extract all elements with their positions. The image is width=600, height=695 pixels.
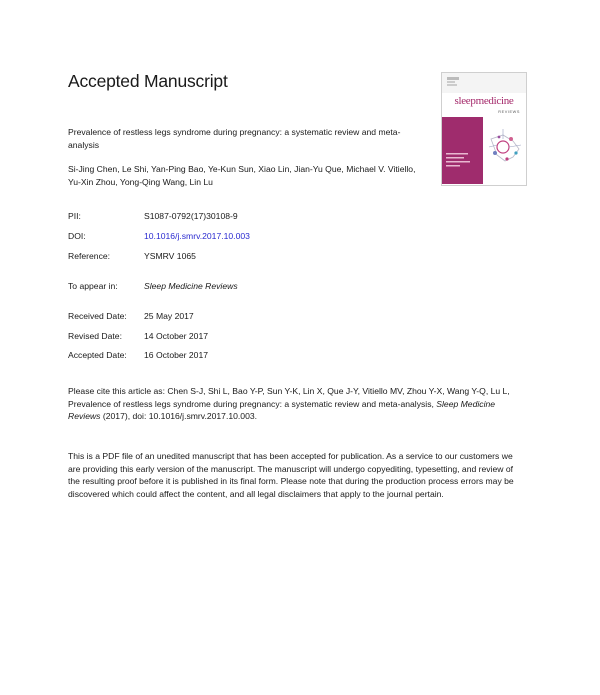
journal-name: Sleep Medicine Reviews <box>144 281 238 291</box>
reference-value: YSMRV 1065 <box>144 251 196 261</box>
citation-paragraph <box>68 385 523 423</box>
cover-illustration-icon <box>483 117 526 184</box>
pii-label: PII: <box>68 211 81 221</box>
doi-label: DOI: <box>68 231 86 241</box>
disclaimer-paragraph: This is a PDF file of an unedited manuscript that has been accepted for publication. As a service to our customers we are providing this early version of the manuscript. The manuscript will undergo copyediting, typesetting, and review of the resulting proof before it is published in its final form. Please note that during the production process errors may be discovered which could affect the content, and all legal disclaimers that apply to the journal pertain. <box>68 451 514 499</box>
revised-date-value: 14 October 2017 <box>144 331 209 341</box>
accepted-date-label: Accepted Date: <box>68 350 127 360</box>
cover-journal-logo: sleepmedicine <box>454 95 514 107</box>
cover-journal-subtitle: REVIEWS <box>498 110 520 114</box>
cover-mark-icon <box>447 77 459 87</box>
cover-volume-mark <box>447 77 461 88</box>
manuscript-heading: Accepted Manuscript <box>68 71 228 91</box>
accepted-date-value: 16 October 2017 <box>144 350 209 360</box>
citation-journal: Sleep Medicine Reviews <box>68 398 496 421</box>
citation-prefix: Please cite this article as: Chen S-J, Shi L, Bao Y-P, Sun Y-K, Lin X, Que J-Y, Vitiello MV, Zhou Y-X, Wang Y-Q, Lu L, Prevalence of restless legs syndrome during pregnancy: a systematic review and meta-analysis, <box>68 386 510 409</box>
journal-cover-image <box>441 72 527 186</box>
article-title: Prevalence of restless legs syndrome during pregnancy: a systematic review and meta-analysis <box>68 127 401 150</box>
citation-suffix: (2017), doi: 10.1016/j.smrv.2017.10.003. <box>100 411 258 421</box>
revised-date-label: Revised Date: <box>68 331 122 341</box>
reference-label: Reference: <box>68 251 111 261</box>
cover-block-lines <box>446 119 480 180</box>
doi-link[interactable]: 10.1016/j.smrv.2017.10.003 <box>144 231 250 241</box>
cover-text-lines-icon <box>446 119 476 179</box>
pii-value: S1087-0792(17)30108-9 <box>144 211 238 221</box>
received-date-label: Received Date: <box>68 311 127 321</box>
appear-in-label: To appear in: <box>68 281 118 291</box>
author-list: Si-Jing Chen, Le Shi, Yan-Ping Bao, Ye-Kun Sun, Xiao Lin, Jian-Yu Que, Michael V. Vitiello, Yu-Xin Zhou, Yong-Qing Wang, Lin Lu <box>68 164 416 187</box>
received-date-value: 25 May 2017 <box>144 311 194 321</box>
